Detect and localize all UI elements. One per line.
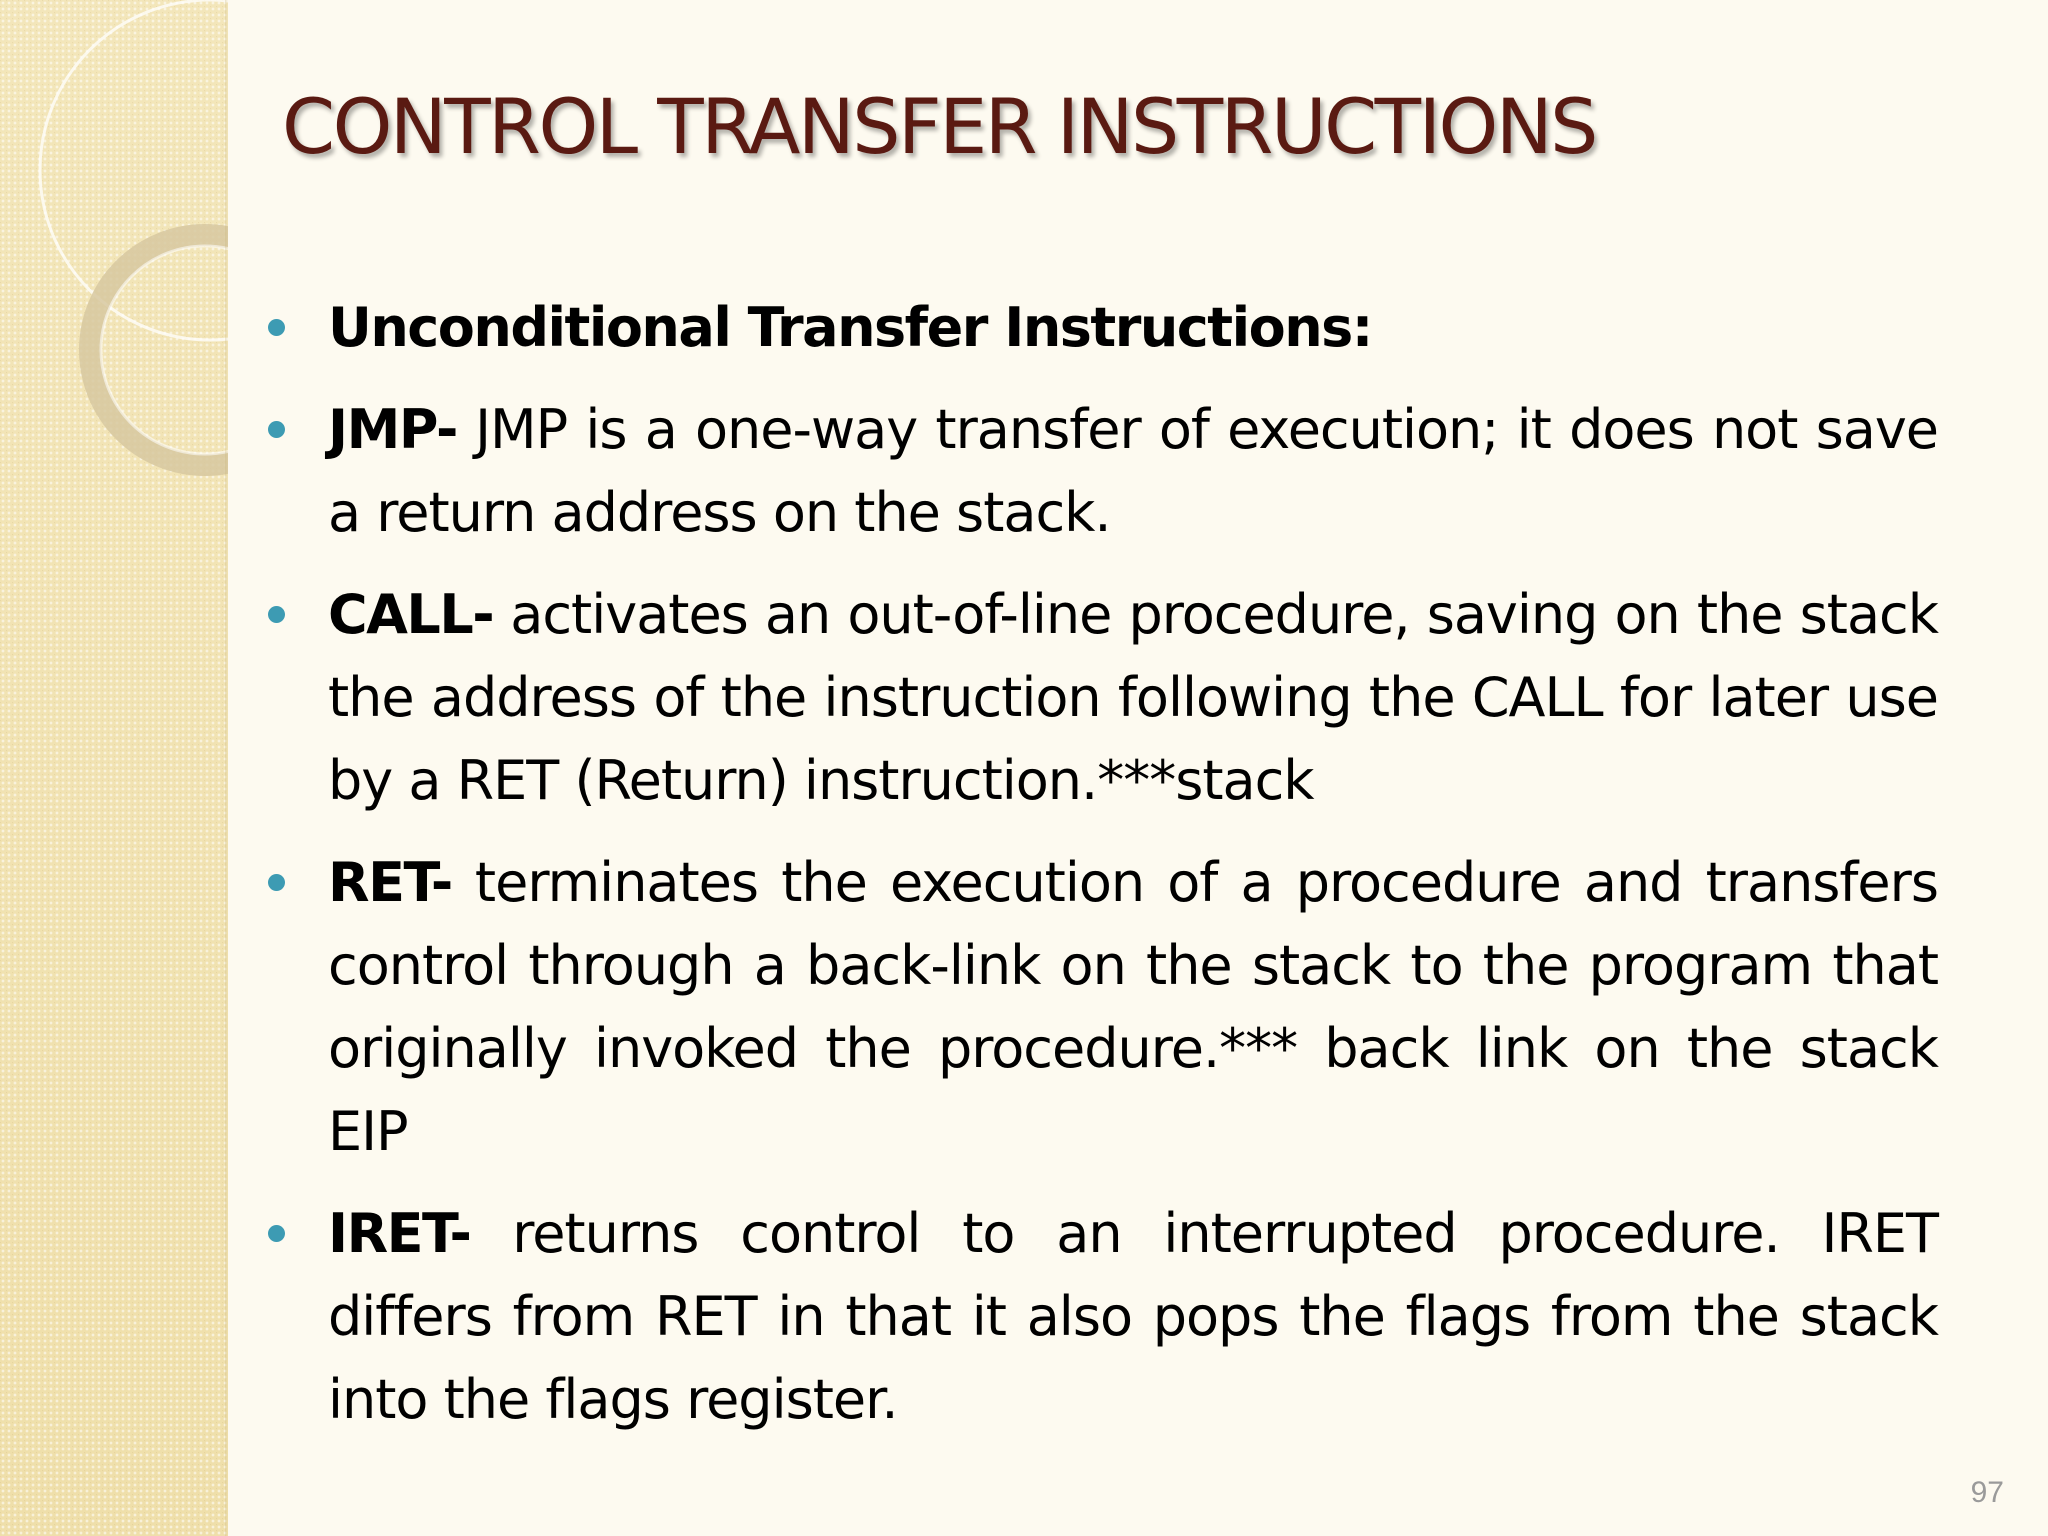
decorative-rings bbox=[0, 0, 228, 1536]
bullet-text: terminates the execution of a procedure and transfers control through a back-link on the stack to the program that originally invoked the procedure.*** back link on the stack EIP bbox=[328, 851, 1938, 1163]
bullet-dot-icon bbox=[268, 421, 285, 438]
bullet-dot-icon bbox=[268, 874, 285, 891]
decorative-ring-thick bbox=[90, 235, 228, 465]
bullet-iret bbox=[268, 1192, 1938, 1441]
bullet-term: RET- bbox=[328, 851, 452, 914]
bullet-term: CALL- bbox=[328, 583, 494, 646]
bullet-list bbox=[268, 286, 1938, 1460]
decorative-ring-large bbox=[40, 0, 228, 340]
bullet-text: activates an out-of-line procedure, saving on the stack the address of the instruction following the CALL for later use by a RET (Return) instruction.***stack bbox=[328, 583, 1938, 812]
bullet-dot-icon bbox=[268, 319, 285, 336]
bullet-term: IRET- bbox=[328, 1202, 471, 1265]
bullet-call bbox=[268, 573, 1938, 822]
bullet-dot-icon bbox=[268, 606, 285, 623]
bullet-text: JMP is a one-way transfer of execution; it does not save a return address on the stack. bbox=[328, 398, 1938, 544]
bullet-ret bbox=[268, 841, 1938, 1173]
slide-title: CONTROL TRANSFER INSTRUCTIONS bbox=[282, 82, 1596, 171]
bullet-unconditional-transfer bbox=[268, 286, 1938, 369]
bullet-heading: Unconditional Transfer Instructions: bbox=[328, 296, 1372, 359]
bullet-jmp bbox=[268, 388, 1938, 554]
bullet-text: returns control to an interrupted procedure. IRET differs from RET in that it also pops the flags from the stack into the flags register. bbox=[328, 1202, 1938, 1431]
decorative-side-strip bbox=[0, 0, 228, 1536]
page-number: 97 bbox=[1970, 1476, 2004, 1509]
bullet-term: JMP- bbox=[328, 398, 457, 461]
bullet-dot-icon bbox=[268, 1225, 285, 1242]
